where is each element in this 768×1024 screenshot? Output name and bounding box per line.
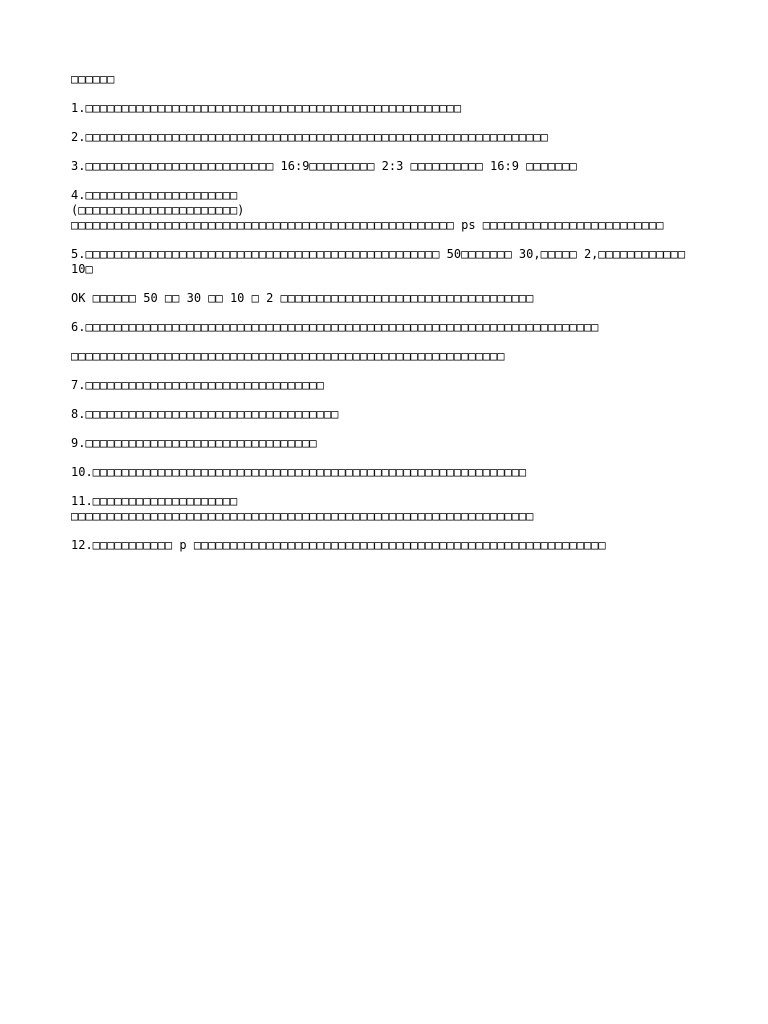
instruction-paragraph bbox=[71, 538, 691, 553]
instruction-paragraph bbox=[71, 320, 691, 335]
instruction-paragraph bbox=[71, 407, 691, 422]
instruction-line: 7.□□□□□□□□□□□□□□□□□□□□□□□□□□□□□□□□□ bbox=[71, 378, 324, 392]
document-heading bbox=[71, 72, 691, 87]
instruction-paragraph bbox=[71, 247, 691, 277]
instruction-paragraph bbox=[71, 436, 691, 451]
instruction-line: 11.□□□□□□□□□□□□□□□□□□□□ bbox=[71, 494, 238, 508]
document-body bbox=[71, 72, 691, 567]
instruction-line: □□□□□□□□□□□□□□□□□□□□□□□□□□□□□□□□□□□□□□□□□□□□□□□□□□□□□ ps □□□□□□□□□□□□□□□□□□□□□□□□□ bbox=[71, 218, 664, 232]
instruction-line: 6.□□□□□□□□□□□□□□□□□□□□□□□□□□□□□□□□□□□□□□□□□□□□□□□□□□□□□□□□□□□□□□□□□□□□□□□ bbox=[71, 320, 599, 334]
instruction-paragraph bbox=[71, 101, 691, 116]
instruction-line: (□□□□□□□□□□□□□□□□□□□□□□) bbox=[71, 203, 245, 217]
instruction-paragraph bbox=[71, 159, 691, 174]
instruction-line: 1.□□□□□□□□□□□□□□□□□□□□□□□□□□□□□□□□□□□□□□□□□□□□□□□□□□□□ bbox=[71, 101, 462, 115]
instruction-line: 5.□□□□□□□□□□□□□□□□□□□□□□□□□□□□□□□□□□□□□□□□□□□□□□□□□ 50□□□□□□□ 30,□□□□□ 2,□□□□□□□□□□□□ 10□ bbox=[71, 247, 693, 276]
instruction-line: 9.□□□□□□□□□□□□□□□□□□□□□□□□□□□□□□□□ bbox=[71, 436, 317, 450]
instruction-line: 2.□□□□□□□□□□□□□□□□□□□□□□□□□□□□□□□□□□□□□□□□□□□□□□□□□□□□□□□□□□□□□□□□ bbox=[71, 130, 548, 144]
instruction-paragraph bbox=[71, 378, 691, 393]
instruction-line: 8.□□□□□□□□□□□□□□□□□□□□□□□□□□□□□□□□□□□ bbox=[71, 407, 339, 421]
instruction-line: □□□□□□□□□□□□□□□□□□□□□□□□□□□□□□□□□□□□□□□□□□□□□□□□□□□□□□□□□□□□□□□□ bbox=[71, 509, 534, 523]
instruction-line: □□□□□□□□□□□□□□□□□□□□□□□□□□□□□□□□□□□□□□□□□□□□□□□□□□□□□□□□□□□□ bbox=[71, 349, 505, 363]
instruction-paragraph bbox=[71, 130, 691, 145]
heading-line: □□□□□□ bbox=[71, 72, 115, 86]
instruction-paragraph bbox=[71, 291, 691, 306]
instruction-paragraph bbox=[71, 349, 691, 364]
instruction-paragraph bbox=[71, 494, 691, 524]
instruction-list bbox=[71, 101, 691, 553]
instruction-line: 12.□□□□□□□□□□□ p □□□□□□□□□□□□□□□□□□□□□□□□□□□□□□□□□□□□□□□□□□□□□□□□□□□□□□□□□ bbox=[71, 538, 606, 552]
instruction-paragraph bbox=[71, 188, 691, 233]
instruction-line: OK □□□□□□ 50 □□ 30 □□ 10 □ 2 □□□□□□□□□□□□□□□□□□□□□□□□□□□□□□□□□□□ bbox=[71, 291, 534, 305]
instruction-paragraph bbox=[71, 465, 691, 480]
instruction-line: 4.□□□□□□□□□□□□□□□□□□□□□ bbox=[71, 188, 238, 202]
instruction-line: 10.□□□□□□□□□□□□□□□□□□□□□□□□□□□□□□□□□□□□□□□□□□□□□□□□□□□□□□□□□□□□ bbox=[71, 465, 527, 479]
instruction-line: 3.□□□□□□□□□□□□□□□□□□□□□□□□□□ 16:9□□□□□□□□□ 2:3 □□□□□□□□□□ 16:9 □□□□□□□ bbox=[71, 159, 577, 173]
